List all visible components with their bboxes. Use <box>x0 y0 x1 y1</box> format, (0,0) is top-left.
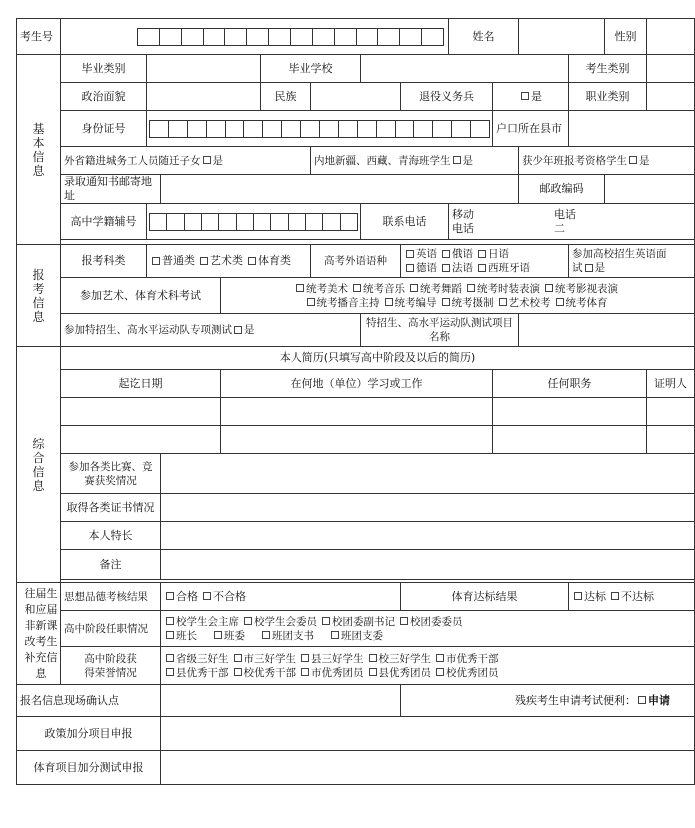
job-category-label: 职业类别 <box>569 83 647 111</box>
id-number-boxes[interactable] <box>147 111 493 147</box>
resume-witness-field[interactable] <box>647 426 695 454</box>
resume-position-field[interactable] <box>493 426 647 454</box>
resume-title: 本人简历(只填写高中阶段及以后的简历) <box>61 347 695 370</box>
specialty-field[interactable] <box>161 522 695 550</box>
col-witness: 证明人 <box>647 370 695 398</box>
id-number-label: 身份证号 <box>61 111 147 147</box>
resume-date-field[interactable] <box>61 398 221 426</box>
apply-section-label: 报考信息 <box>17 245 61 347</box>
school-reg-boxes[interactable] <box>147 204 361 240</box>
special-test-option[interactable]: 参加特招生、高水平运动队专项测试 是 <box>61 314 361 347</box>
confirm-point-field[interactable] <box>161 685 401 717</box>
disabled-apply-option[interactable]: 残疾考生申请考试便利： 申请 <box>401 685 695 717</box>
political-status-label: 政治面貌 <box>61 83 147 111</box>
competition-field[interactable] <box>161 454 695 494</box>
migrant-child-row[interactable]: 外省籍进城务工人员随迁子女 是 <box>61 147 311 175</box>
resume-date-field[interactable] <box>61 426 221 454</box>
grad-school-label: 毕业学校 <box>261 55 361 83</box>
special-item-field[interactable] <box>519 314 695 347</box>
grad-category-field[interactable] <box>147 55 261 83</box>
certificates-field[interactable] <box>161 494 695 522</box>
subject-label: 报考科类 <box>61 245 147 278</box>
postal-code-field[interactable] <box>605 175 695 204</box>
honors-options[interactable]: 省级三好生 市三好学生 县三好学生 校三好学生 市优秀干部 县优秀干部 校优秀干部 市优秀团员 县优秀团员 校优秀团员 <box>161 647 695 685</box>
ethnicity-field[interactable] <box>311 83 401 111</box>
inland-class-row[interactable]: 内地新疆、西藏、青海班学生 是 <box>311 147 519 175</box>
job-category-field[interactable] <box>647 83 695 111</box>
certificates-label: 取得各类证书情况 <box>61 494 161 522</box>
supplement-section-label: 往届生和应届非新课改考生补充信息 <box>17 583 61 685</box>
art-sport-label: 参加艺术、体育术科考试 <box>61 278 221 314</box>
hukou-field[interactable] <box>569 111 695 147</box>
foreign-lang-label: 高考外语语种 <box>311 245 401 278</box>
name-field[interactable] <box>519 19 605 55</box>
veteran-label: 退役义务兵 <box>401 83 493 111</box>
registration-form-table <box>16 18 695 785</box>
exam-no-boxes[interactable] <box>61 19 449 55</box>
gender-label: 性别 <box>605 19 647 55</box>
grad-school-field[interactable] <box>361 55 569 83</box>
pe-label: 体育达标结果 <box>401 583 569 611</box>
resume-position-field[interactable] <box>493 398 647 426</box>
mobile-label: 移动 <box>452 207 474 221</box>
col-position: 任何职务 <box>493 370 647 398</box>
political-status-field[interactable] <box>147 83 261 111</box>
resume-witness-field[interactable] <box>647 398 695 426</box>
exam-no-label: 考生号 <box>17 19 61 55</box>
gender-field[interactable] <box>647 19 695 55</box>
comprehensive-section-label: 综合信息 <box>17 347 61 583</box>
juvenile-class-row[interactable]: 获少年班报考资格学生 是 <box>519 147 695 175</box>
subject-options[interactable]: 普通类 艺术类 体育类 <box>147 245 311 278</box>
specialty-label: 本人特长 <box>61 522 161 550</box>
resume-place-field[interactable] <box>221 398 493 426</box>
remarks-label: 备注 <box>61 550 161 580</box>
examinee-category-label: 考生类别 <box>569 55 647 83</box>
basic-section-label: 基本信息 <box>17 55 61 245</box>
hukou-label: 户口所在县市 <box>493 111 569 147</box>
phone-field[interactable]: 移动 电话 电话 二 <box>449 204 695 240</box>
oral-english-option[interactable]: 参加高校招生英语面 试 是 <box>569 245 695 278</box>
postal-code-label: 邮政编码 <box>519 175 605 204</box>
sports-bonus-label: 体育项目加分测试申报 <box>17 751 161 785</box>
policy-bonus-field[interactable] <box>161 717 695 751</box>
moral-options[interactable]: 合格 不合格 <box>161 583 401 611</box>
resume-place-field[interactable] <box>221 426 493 454</box>
school-reg-label: 高中学籍辅号 <box>61 204 147 240</box>
phone-label: 联系电话 <box>361 204 449 240</box>
pe-options[interactable]: 达标 不达标 <box>569 583 695 611</box>
grad-category-label: 毕业类别 <box>61 55 147 83</box>
policy-bonus-label: 政策加分项目申报 <box>17 717 161 751</box>
col-date: 起讫日期 <box>61 370 221 398</box>
name-label: 姓名 <box>449 19 519 55</box>
mail-address-label: 录取通知书邮寄地址 <box>61 175 161 204</box>
competition-label: 参加各类比赛、竞赛获奖情况 <box>61 454 161 494</box>
art-sport-options[interactable]: 统考美术 统考音乐 统考舞蹈 统考时装表演 统考影视表演 统考播音主持 统考编导 统考摄制 艺术校考 统考体育 <box>221 278 695 314</box>
col-place: 在何地（单位）学习或工作 <box>221 370 493 398</box>
examinee-category-field[interactable] <box>647 55 695 83</box>
mail-address-field[interactable] <box>161 175 519 204</box>
posts-options[interactable]: 校学生会主席 校学生会委员 校团委副书记 校团委委员 班长 班委 班团支书 班团支委 <box>161 611 695 647</box>
ethnicity-label: 民族 <box>261 83 311 111</box>
moral-label: 思想品德考核结果 <box>61 583 161 611</box>
language-options[interactable]: 英语 俄语 日语 德语 法语 西班牙语 <box>401 245 569 278</box>
remarks-field[interactable] <box>161 550 695 580</box>
veteran-option[interactable]: 是 <box>493 83 569 111</box>
confirm-point-label: 报名信息现场确认点 <box>17 685 161 717</box>
sports-bonus-field[interactable] <box>161 751 695 785</box>
honors-label: 高中阶段获 得荣誉情况 <box>61 647 161 685</box>
posts-label: 高中阶段任职情况 <box>61 611 161 647</box>
special-item-label: 特招生、高水平运动队测试项目名称 <box>361 314 519 347</box>
